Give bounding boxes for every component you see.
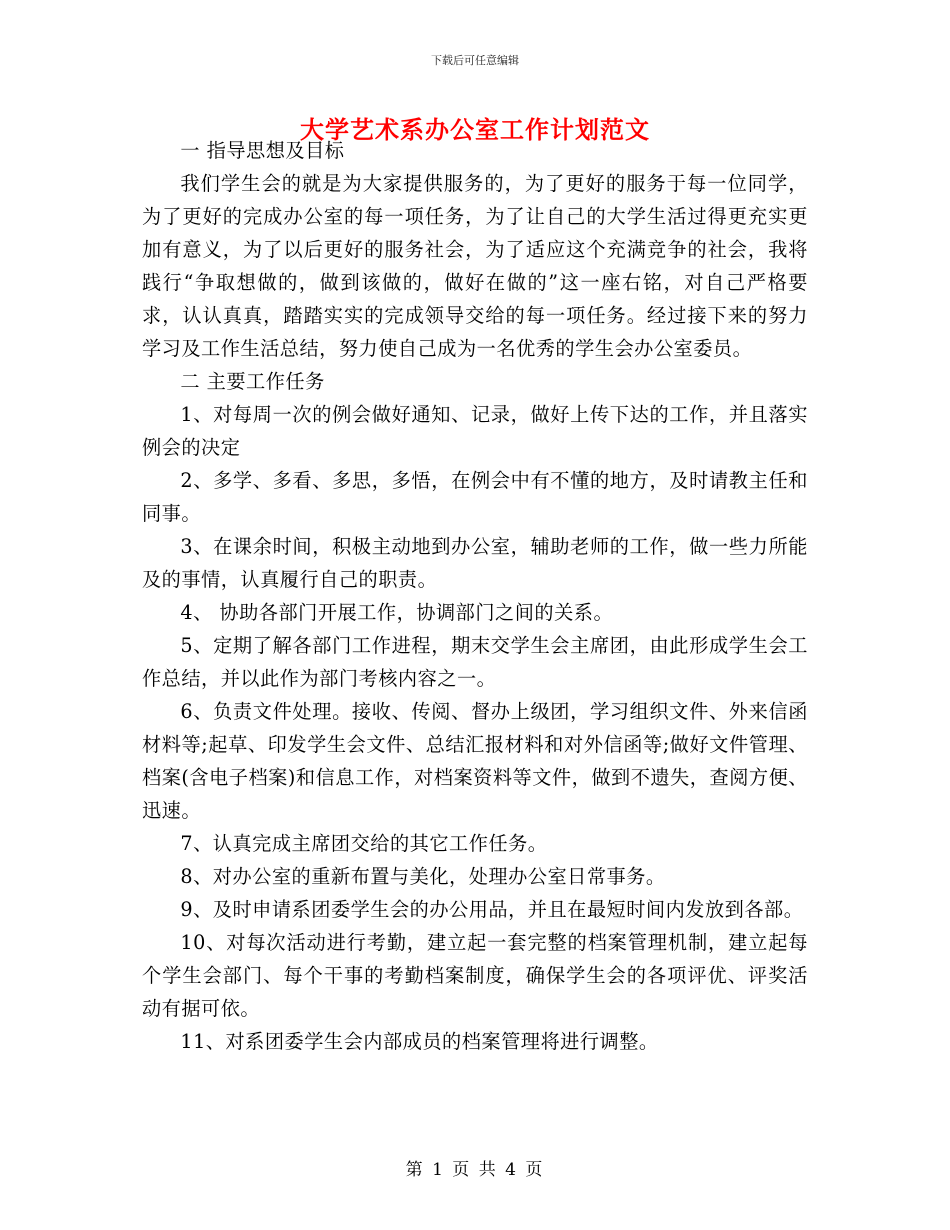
intro-paragraph: 我们学生会的就是为大家提供服务的，为了更好的服务于每一位同学，为了更好的完成办公室的每一项任务，为了让自己的大学生活过得更充实更加有意义，为了以后更好的服务社会，为了适应这个充满竞争的社会，我将践行“争取想做的，做到该做的，做好在做的”这一座右铭，对自己严格要求，认认真真，踏踏实实的完成领导交给的每一项任务。经过接下来的努力学习及工作生活总结，努力使自己成为一名优秀的学生会办公室委员。 <box>142 172 808 360</box>
page-number: 第 1 页 共 4 页 <box>405 1160 545 1180</box>
document-body <box>142 134 808 1058</box>
section-heading-guiding-ideas: 一 指导思想及目标 <box>180 139 345 162</box>
task-item-9: 9、及时申请系团委学生会的办公用品，并且在最短时间内发放到各部。 <box>180 898 804 921</box>
task-item-8: 8、对办公室的重新布置与美化，处理办公室日常事务。 <box>180 865 666 888</box>
task-item-3: 3、在课余时间，积极主动地到办公室，辅助老师的工作，做一些力所能及的事情，认真履行自己的职责。 <box>142 535 808 591</box>
document-title: 大学艺术系办公室工作计划范文 <box>300 115 650 144</box>
task-item-6: 6、负责文件处理。接收、传阅、督办上级团，学习组织文件、外来信函材料等;起草、印发学生会文件、总结汇报材料和对外信函等;做好文件管理、档案(含电子档案)和信息工作，对档案资料等文件，做到不遗失，查阅方便、迅速。 <box>142 700 808 822</box>
task-item-10: 10、对每次活动进行考勤，建立起一套完整的档案管理机制，建立起每个学生会部门、每个干事的考勤档案制度，确保学生会的各项评优、评奖活动有据可依。 <box>142 931 808 1020</box>
section-heading-main-tasks: 二 主要工作任务 <box>180 370 325 393</box>
task-item-4: 4、 协助各部门开展工作，协调部门之间的关系。 <box>180 601 614 624</box>
task-item-2: 2、多学、多看、多思，多悟，在例会中有不懂的地方，及时请教主任和同事。 <box>142 469 808 525</box>
download-note: 下载后可任意编辑 <box>431 54 519 67</box>
task-item-7: 7、认真完成主席团交给的其它工作任务。 <box>180 832 548 855</box>
task-item-1: 1、对每周一次的例会做好通知、记录，做好上传下达的工作，并且落实例会的决定 <box>142 403 808 459</box>
task-item-11: 11、对系团委学生会内部成员的档案管理将进行调整。 <box>180 1030 659 1053</box>
task-item-5: 5、定期了解各部门工作进程，期末交学生会主席团，由此形成学生会工作总结，并以此作为部门考核内容之一。 <box>142 634 808 690</box>
